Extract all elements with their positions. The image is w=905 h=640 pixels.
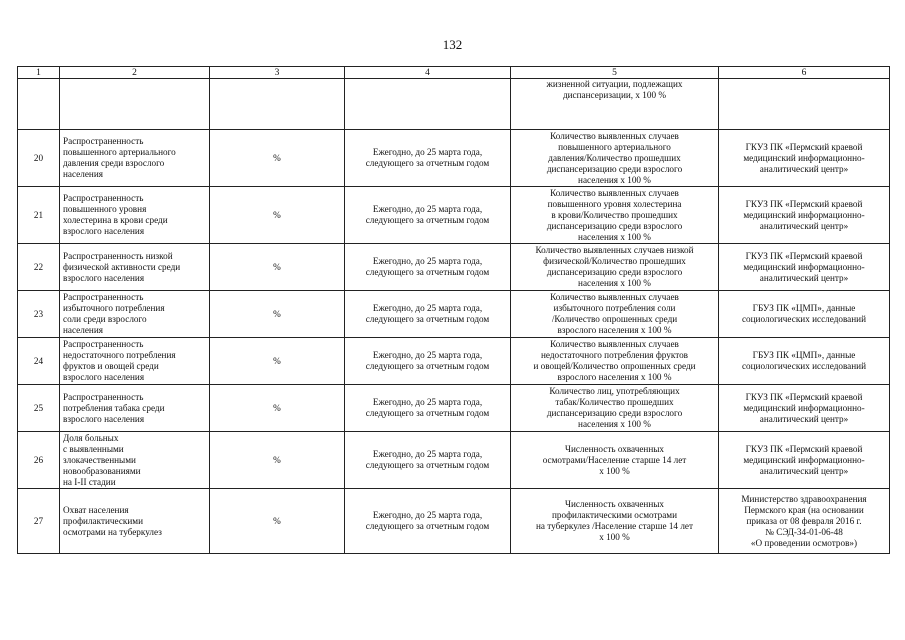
column-header: 2 xyxy=(60,67,210,79)
source xyxy=(719,79,890,130)
row-number: 20 xyxy=(18,130,60,187)
indicator-name: Распространенность повышенного уровня холестерина в крови среди взрослого населения xyxy=(60,187,210,244)
table-row-continuation xyxy=(18,79,890,130)
table-row xyxy=(18,244,890,291)
source: ГБУЗ ПК «ЦМП», данные социологических исследований xyxy=(719,291,890,338)
source: ГКУЗ ПК «Пермский краевой медицинский информационно- аналитический центр» xyxy=(719,385,890,432)
table-row xyxy=(18,291,890,338)
unit: % xyxy=(210,244,345,291)
table-row xyxy=(18,385,890,432)
frequency: Ежегодно, до 25 марта года, следующего за отчетным годом xyxy=(345,187,511,244)
frequency: Ежегодно, до 25 марта года, следующего за отчетным годом xyxy=(345,385,511,432)
source: ГКУЗ ПК «Пермский краевой медицинский информационно- аналитический центр» xyxy=(719,244,890,291)
unit: % xyxy=(210,338,345,385)
row-number: 22 xyxy=(18,244,60,291)
row-number: 24 xyxy=(18,338,60,385)
formula: Численность охваченных осмотрами/Население старше 14 лет х 100 % xyxy=(511,432,719,489)
formula: Количество выявленных случаев избыточного потребления соли /Количество опрошенных среди взрослого населения х 100 % xyxy=(511,291,719,338)
column-header: 6 xyxy=(719,67,890,79)
row-number xyxy=(18,79,60,130)
table-header-row xyxy=(18,67,890,79)
unit: % xyxy=(210,291,345,338)
unit xyxy=(210,79,345,130)
unit: % xyxy=(210,187,345,244)
formula: Количество выявленных случаев повышенного уровня холестерина в крови/Количество прошедших диспансеризацию среди взрослого населения х 100 % xyxy=(511,187,719,244)
indicator-name: Охват населения профилактическими осмотрами на туберкулез xyxy=(60,489,210,554)
frequency: Ежегодно, до 25 марта года, следующего за отчетным годом xyxy=(345,291,511,338)
source: Министерство здравоохранения Пермского края (на основании приказа от 08 февраля 2016 г. № СЭД-34-01-06-48 «О проведении осмотров») xyxy=(719,489,890,554)
indicators-table xyxy=(17,66,890,554)
frequency: Ежегодно, до 25 марта года, следующего за отчетным годом xyxy=(345,338,511,385)
row-number: 26 xyxy=(18,432,60,489)
unit: % xyxy=(210,489,345,554)
frequency xyxy=(345,79,511,130)
formula: Количество выявленных случаев повышенного артериального давления/Количество прошедших диспансеризацию среди взрослого населения х 100 % xyxy=(511,130,719,187)
row-number: 21 xyxy=(18,187,60,244)
formula: Количество выявленных случаев недостаточного потребления фруктов и овощей/Количество опрошенных среди взрослого населения х 100 % xyxy=(511,338,719,385)
indicator-name: Распространенность потребления табака среди взрослого населения xyxy=(60,385,210,432)
column-header: 5 xyxy=(511,67,719,79)
source: ГБУЗ ПК «ЦМП», данные социологических исследований xyxy=(719,338,890,385)
unit: % xyxy=(210,130,345,187)
table-row xyxy=(18,432,890,489)
table-row xyxy=(18,187,890,244)
frequency: Ежегодно, до 25 марта года, следующего за отчетным годом xyxy=(345,489,511,554)
table-row xyxy=(18,338,890,385)
frequency: Ежегодно, до 25 марта года, следующего за отчетным годом xyxy=(345,244,511,291)
frequency: Ежегодно, до 25 марта года, следующего за отчетным годом xyxy=(345,432,511,489)
indicator-name: Распространенность низкой физической активности среди взрослого населения xyxy=(60,244,210,291)
formula: Численность охваченных профилактическими осмотрами на туберкулез /Население старше 14 лет х 100 % xyxy=(511,489,719,554)
source: ГКУЗ ПК «Пермский краевой медицинский информационно- аналитический центр» xyxy=(719,187,890,244)
indicator-name: Распространенность повышенного артериального давления среди взрослого населения xyxy=(60,130,210,187)
indicator-name: Распространенность недостаточного потребления фруктов и овощей среди взрослого населения xyxy=(60,338,210,385)
column-header: 3 xyxy=(210,67,345,79)
indicator-name: Доля больных с выявленными злокачественными новообразованиями на I-II стадии xyxy=(60,432,210,489)
column-header: 1 xyxy=(18,67,60,79)
column-header: 4 xyxy=(345,67,511,79)
frequency: Ежегодно, до 25 марта года, следующего за отчетным годом xyxy=(345,130,511,187)
row-number: 25 xyxy=(18,385,60,432)
row-number: 23 xyxy=(18,291,60,338)
unit: % xyxy=(210,432,345,489)
page-number: 132 xyxy=(442,37,463,52)
indicator-name xyxy=(60,79,210,130)
table-row xyxy=(18,130,890,187)
formula: жизненной ситуации, подлежащих диспансеризации, х 100 % xyxy=(511,79,719,130)
formula: Количество лиц, употребляющих табак/Количество прошедших диспансеризацию среди взрослого населения х 100 % xyxy=(511,385,719,432)
unit: % xyxy=(210,385,345,432)
table-row xyxy=(18,489,890,554)
row-number: 27 xyxy=(18,489,60,554)
source: ГКУЗ ПК «Пермский краевой медицинский информационно- аналитический центр» xyxy=(719,130,890,187)
indicator-name: Распространенность избыточного потребления соли среди взрослого населения xyxy=(60,291,210,338)
source: ГКУЗ ПК «Пермский краевой медицинский информационно- аналитический центр» xyxy=(719,432,890,489)
formula: Количество выявленных случаев низкой физической/Количество прошедших диспансеризацию среди взрослого населения х 100 % xyxy=(511,244,719,291)
